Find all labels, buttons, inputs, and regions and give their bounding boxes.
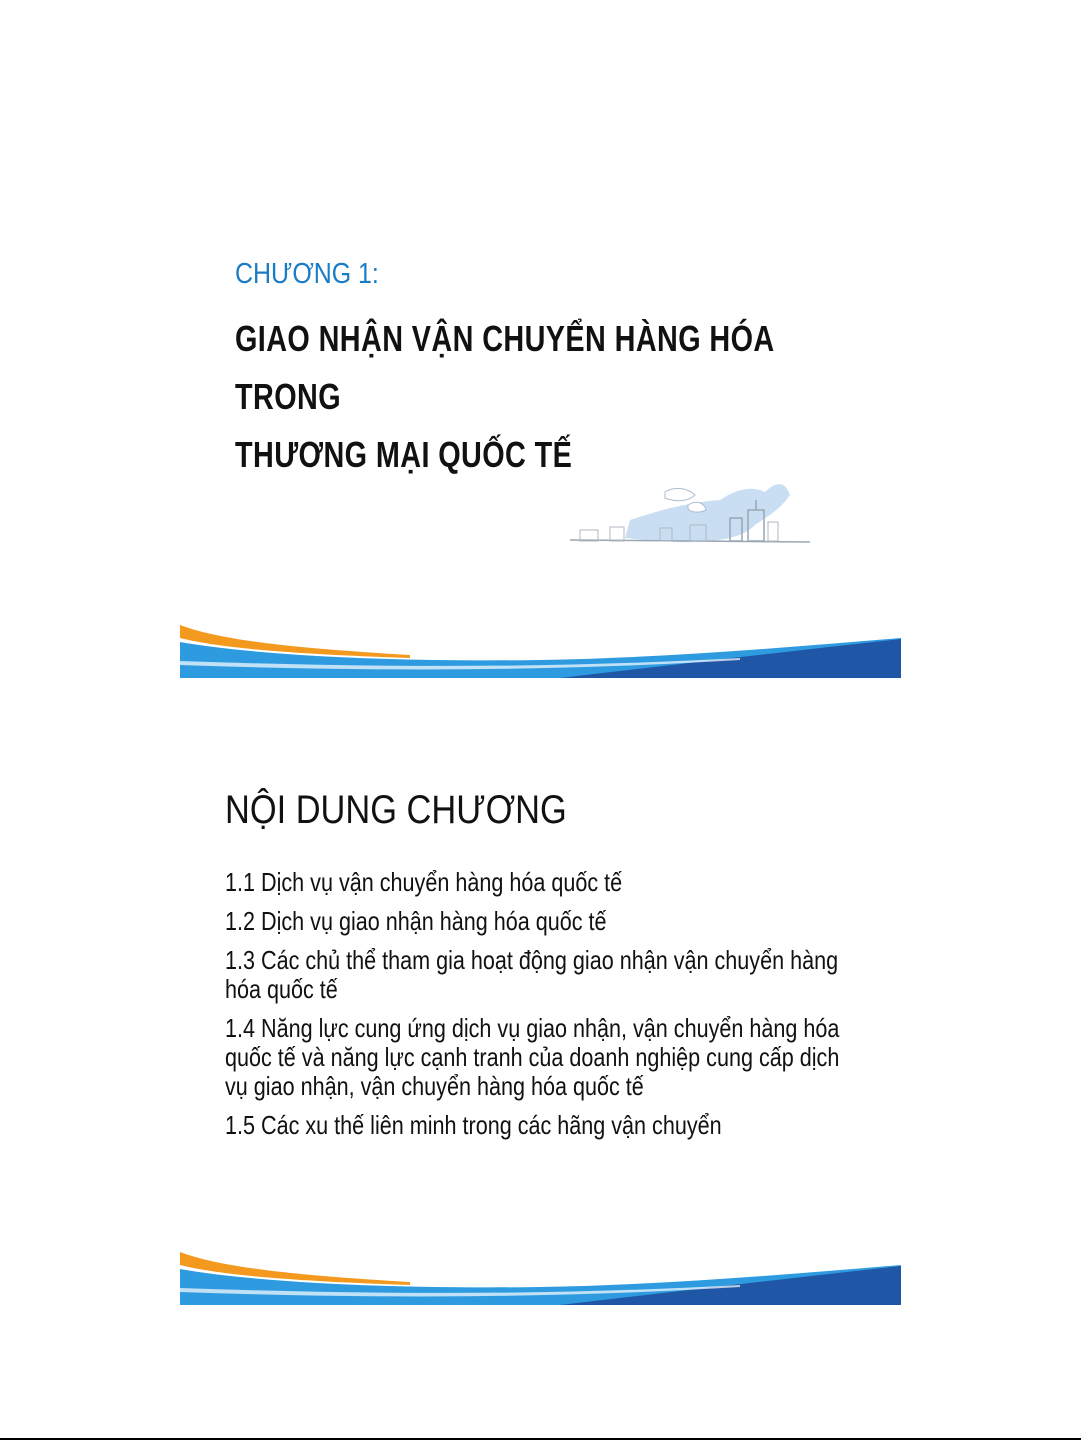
chapter-label: CHƯƠNG 1: — [235, 258, 379, 290]
page-bottom-rule — [0, 1438, 1081, 1440]
chapter-title-line-1: GIAO NHẬN VẬN CHUYỂN HÀNG HÓA TRONG — [235, 318, 774, 417]
world-map-skyline-icon — [570, 480, 815, 565]
contents-item-1-2: 1.2 Dịch vụ giao nhận hàng hóa quốc tế — [225, 906, 607, 936]
contents-list — [225, 868, 856, 1150]
chapter-title-line-2: THƯƠNG MẠI QUỐC TẾ — [235, 434, 573, 475]
chapter-title — [235, 310, 827, 484]
blue-orange-swoosh-band — [180, 618, 901, 678]
contents-item-1-1: 1.1 Dịch vụ vận chuyển hàng hóa quốc tế — [225, 867, 623, 897]
contents-item-1-5: 1.5 Các xu thế liên minh trong các hãng vận chuyển — [225, 1110, 722, 1140]
contents-item-1-3: 1.3 Các chủ thể tham gia hoạt động giao nhận vận chuyển hàng hóa quốc tế — [225, 945, 839, 1004]
contents-heading: NỘI DUNG CHƯƠNG — [225, 788, 567, 832]
contents-item-1-4: 1.4 Năng lực cung ứng dịch vụ giao nhận, vận chuyển hàng hóa quốc tế và năng lực cạnh tranh của doanh nghiệp cung cấp dịch vụ giao nhận, vận chuyển hàng hóa quốc tế — [225, 1013, 840, 1101]
chapter-title-slide — [180, 230, 901, 678]
chapter-contents-slide — [180, 760, 901, 1305]
blue-orange-swoosh-band — [180, 1245, 901, 1305]
